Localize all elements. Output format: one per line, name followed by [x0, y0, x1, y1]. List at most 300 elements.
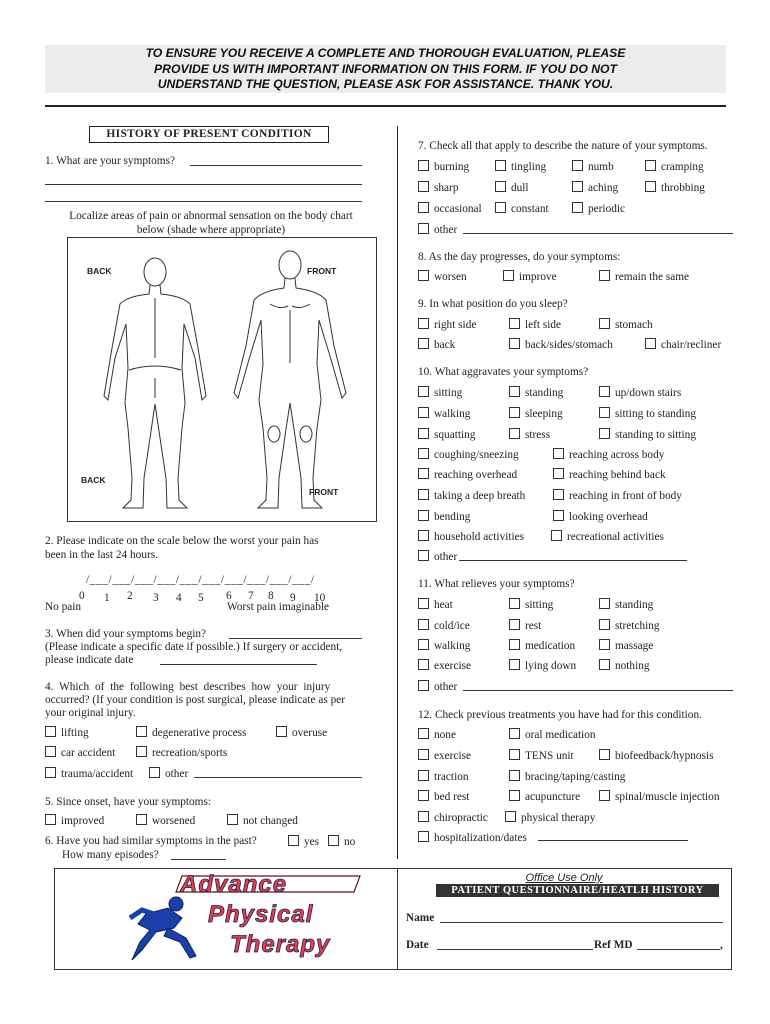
checkbox[interactable]: [418, 489, 429, 500]
option-label: recreation/sports: [152, 747, 228, 759]
checkbox[interactable]: [551, 530, 562, 541]
checkbox[interactable]: [418, 468, 429, 479]
q4-option-other[interactable]: [149, 767, 188, 781]
q7-option[interactable]: [418, 223, 457, 237]
q10-option[interactable]: [418, 510, 470, 524]
chart-label-front-bottom: FRONT: [309, 487, 339, 497]
q11-option[interactable]: [599, 619, 660, 633]
scale-number: 3: [153, 592, 159, 604]
checkbox[interactable]: [276, 726, 287, 737]
option-label: bracing/taping/casting: [525, 771, 626, 783]
option-label: reaching overhead: [434, 469, 518, 481]
option-label: trauma/accident: [61, 768, 134, 780]
q9-option[interactable]: [599, 318, 653, 332]
scale-max-label: Worst pain imaginable: [227, 601, 329, 613]
option-label: back/sides/stomach: [525, 339, 613, 351]
form-title: PATIENT QUESTIONNAIRE/HEATLH HISTORY: [436, 884, 719, 897]
checkbox[interactable]: [509, 659, 520, 670]
q9-option[interactable]: [509, 318, 561, 332]
office-use-label: Office Use Only: [525, 872, 603, 884]
scale-number: 10: [314, 592, 326, 604]
instructions-text: [45, 46, 726, 93]
q1-answer-line-3[interactable]: [45, 201, 362, 202]
checkbox[interactable]: [418, 598, 429, 609]
option-label: looking overhead: [569, 511, 648, 523]
q10-option[interactable]: [551, 530, 664, 544]
option-label: heat: [434, 599, 453, 611]
option-label: improve: [519, 271, 557, 283]
q9-option[interactable]: [418, 338, 455, 352]
option-label: up/down stairs: [615, 387, 682, 399]
option-label: rest: [525, 620, 542, 632]
q11-option[interactable]: [599, 598, 653, 612]
scale-number: 4: [176, 592, 182, 604]
option-label: sitting to standing: [615, 408, 696, 420]
option-label: TENS unit: [525, 750, 574, 762]
checkbox[interactable]: [645, 338, 656, 349]
option-label: numb: [588, 161, 614, 173]
checkbox[interactable]: [418, 270, 429, 281]
q3-surgery-date-line[interactable]: [160, 664, 317, 665]
front-figure: [234, 251, 346, 508]
checkbox[interactable]: [45, 726, 56, 737]
q7-option[interactable]: [645, 181, 705, 195]
checkbox[interactable]: [509, 770, 520, 781]
q8-option[interactable]: [418, 270, 467, 284]
q9-option[interactable]: [418, 318, 476, 332]
q12-option[interactable]: [418, 749, 471, 763]
option-label: constant: [511, 203, 549, 215]
q10-option[interactable]: [418, 407, 470, 421]
checkbox[interactable]: [572, 181, 583, 192]
option-label: sitting: [434, 387, 463, 399]
checkbox[interactable]: [418, 510, 429, 521]
checkbox[interactable]: [645, 160, 656, 171]
checkbox[interactable]: [149, 767, 160, 778]
q12-option[interactable]: [509, 728, 596, 742]
checkbox[interactable]: [509, 428, 520, 439]
checkbox[interactable]: [599, 619, 610, 630]
q12-option[interactable]: [509, 749, 574, 763]
q8-option[interactable]: [599, 270, 689, 284]
checkbox[interactable]: [509, 749, 520, 760]
option-label: degenerative process: [152, 727, 247, 739]
checkbox[interactable]: [418, 318, 429, 329]
option-label: acupuncture: [525, 791, 581, 803]
option-label: taking a deep breath: [434, 490, 526, 502]
q10-option[interactable]: [599, 428, 696, 442]
q11-option[interactable]: [509, 619, 541, 633]
checkbox[interactable]: [509, 639, 520, 650]
q7-option[interactable]: [418, 181, 458, 195]
option-label: nothing: [615, 660, 650, 672]
q12-option[interactable]: [418, 728, 456, 742]
q11-option[interactable]: [418, 659, 471, 673]
checkbox[interactable]: [227, 814, 238, 825]
option-label: right side: [434, 319, 477, 331]
q6-episodes-line[interactable]: [171, 859, 226, 860]
checkbox[interactable]: [553, 510, 564, 521]
q4-option-lifting[interactable]: [45, 726, 89, 740]
option-label: burning: [434, 161, 470, 173]
checkbox[interactable]: [418, 202, 429, 213]
checkbox[interactable]: [418, 407, 429, 418]
checkbox[interactable]: [136, 814, 147, 825]
checkbox[interactable]: [328, 835, 339, 846]
localize-text-2: below (shade where appropriate): [136, 224, 286, 236]
q9-label: 9. In what position do you sleep?: [418, 298, 568, 310]
checkbox[interactable]: [418, 448, 429, 459]
q12-option[interactable]: [509, 790, 580, 804]
checkbox[interactable]: [418, 659, 429, 670]
back-figure: [104, 258, 206, 508]
scale-number: 0: [79, 590, 85, 602]
checkbox[interactable]: [418, 749, 429, 760]
ref-md-comma: ,: [720, 939, 723, 951]
q10-option[interactable]: [509, 407, 563, 421]
q10-option[interactable]: [418, 468, 517, 482]
option-label: sitting: [525, 599, 554, 611]
option-label: biofeedback/hypnosis: [615, 750, 714, 762]
option-label: standing: [525, 387, 564, 399]
option-label: traction: [434, 771, 469, 783]
q7-option[interactable]: [418, 202, 482, 216]
checkbox[interactable]: [503, 270, 514, 281]
date-label: Date: [406, 939, 429, 951]
q1-answer-line-2[interactable]: [45, 184, 362, 185]
option-label: bed rest: [434, 791, 470, 803]
option-label: yes: [304, 836, 320, 848]
q4-other-line[interactable]: [194, 777, 362, 778]
option-label: medication: [525, 640, 576, 652]
checkbox[interactable]: [645, 181, 656, 192]
q5-option-improved[interactable]: [45, 814, 104, 828]
q10-option[interactable]: [599, 407, 696, 421]
q4-label-1: 4. Which of the following best describes how your injury: [45, 681, 331, 693]
q10-option[interactable]: [418, 489, 525, 503]
checkbox[interactable]: [45, 746, 56, 757]
checkbox[interactable]: [288, 835, 299, 846]
checkbox[interactable]: [509, 318, 520, 329]
option-label: massage: [615, 640, 654, 652]
q12-option[interactable]: [418, 831, 527, 845]
scale-number: 9: [290, 592, 296, 604]
q5-option-not-changed[interactable]: [227, 814, 298, 828]
checkbox[interactable]: [418, 338, 429, 349]
q11-option[interactable]: [418, 680, 457, 694]
option-label: reaching in front of body: [569, 490, 682, 502]
q11-option[interactable]: [418, 639, 470, 653]
checkbox[interactable]: [418, 550, 429, 561]
clinic-logo: [90, 872, 390, 966]
option-label: dull: [511, 182, 529, 194]
name-label: Name: [406, 912, 435, 924]
checkbox[interactable]: [599, 639, 610, 650]
instructions-line-3: UNDERSTAND THE QUESTION, PLEASE ASK FOR ASSISTANCE. THANK YOU.: [157, 77, 614, 91]
scale-number: 2: [127, 590, 133, 602]
q7-option[interactable]: [495, 160, 546, 174]
checkbox[interactable]: [418, 181, 429, 192]
option-label: other: [434, 551, 458, 563]
option-label: no: [344, 836, 356, 848]
q7-option[interactable]: [418, 160, 469, 174]
option-label: standing to sitting: [615, 429, 696, 441]
date-field[interactable]: [437, 949, 593, 950]
option-label: household activities: [434, 531, 525, 543]
q10-option[interactable]: [418, 550, 457, 564]
option-label: none: [434, 729, 456, 741]
q4-option-degenerative[interactable]: [136, 726, 246, 740]
q10-option[interactable]: [599, 386, 681, 400]
checkbox[interactable]: [418, 770, 429, 781]
chart-label-front-top: FRONT: [307, 266, 337, 276]
checkbox[interactable]: [418, 831, 429, 842]
option-label: sharp: [434, 182, 459, 194]
q7-option[interactable]: [495, 181, 529, 195]
option-label: car accident: [61, 747, 116, 759]
checkbox[interactable]: [509, 728, 520, 739]
q11-option[interactable]: [599, 639, 653, 653]
localize-text-1: Localize areas of pain or abnormal sensation on the body chart: [69, 210, 353, 222]
q6-episodes-label: How many episodes?: [62, 849, 159, 861]
checkbox[interactable]: [418, 223, 429, 234]
q7-option[interactable]: [572, 160, 614, 174]
checkbox[interactable]: [599, 318, 610, 329]
option-label: remain the same: [615, 271, 690, 283]
option-label: standing: [615, 599, 654, 611]
q6-label: 6. Have you had similar symptoms in the past?: [45, 835, 257, 847]
scale-number: 5: [198, 592, 204, 604]
ref-md-field[interactable]: [637, 949, 720, 950]
q12-dates-line[interactable]: [538, 840, 688, 841]
q11-option[interactable]: [599, 659, 650, 673]
section-header-history: HISTORY OF PRESENT CONDITION: [89, 126, 329, 143]
q7-option[interactable]: [645, 160, 704, 174]
option-label: stretching: [615, 620, 660, 632]
divider-rule: [45, 105, 726, 107]
chart-label-back-top: BACK: [87, 266, 112, 276]
checkbox[interactable]: [495, 202, 506, 213]
q10-option[interactable]: [509, 428, 550, 442]
checkbox[interactable]: [509, 598, 520, 609]
q4-option-car-accident[interactable]: [45, 746, 115, 760]
body-outline-figures: [68, 238, 376, 521]
option-label: other: [165, 768, 189, 780]
q9-option[interactable]: [509, 338, 613, 352]
checkbox[interactable]: [418, 639, 429, 650]
q10-other-line[interactable]: [459, 560, 687, 561]
q10-option[interactable]: [418, 448, 519, 462]
option-label: chair/recliner: [661, 339, 722, 351]
option-label: reaching behind back: [569, 469, 666, 481]
checkbox[interactable]: [509, 790, 520, 801]
q3-label-3: please indicate date: [45, 654, 134, 666]
q12-option[interactable]: [418, 790, 469, 804]
q8-option[interactable]: [503, 270, 557, 284]
q10-option[interactable]: [418, 530, 524, 544]
option-label: exercise: [434, 660, 472, 672]
q11-other-line[interactable]: [463, 690, 733, 691]
option-label: cold/ice: [434, 620, 470, 632]
q1-label: 1. What are your symptoms?: [45, 155, 175, 167]
q4-label-3: your original injury.: [45, 707, 136, 719]
column-divider: [397, 126, 398, 859]
chart-label-back-bottom: BACK: [81, 475, 106, 485]
q3-date-line[interactable]: [229, 638, 362, 639]
option-label: squatting: [434, 429, 476, 441]
logo-word-physical: Physical: [208, 901, 314, 928]
q11-option[interactable]: [418, 598, 453, 612]
q11-option[interactable]: [509, 598, 553, 612]
q12-option[interactable]: [418, 811, 488, 825]
q10-option[interactable]: [509, 386, 563, 400]
option-label: occasional: [434, 203, 482, 215]
option-label: lying down: [525, 660, 577, 672]
checkbox[interactable]: [599, 386, 610, 397]
q11-option[interactable]: [418, 619, 470, 633]
checkbox[interactable]: [418, 728, 429, 739]
option-label: hospitalization/dates: [434, 832, 527, 844]
checkbox[interactable]: [599, 659, 610, 670]
scale-number: 7: [248, 590, 254, 602]
checkbox[interactable]: [599, 749, 610, 760]
checkbox[interactable]: [418, 530, 429, 541]
option-label: reaching across body: [569, 449, 665, 461]
name-field[interactable]: [440, 922, 723, 923]
checkbox[interactable]: [572, 160, 583, 171]
logo-word-therapy: Therapy: [230, 931, 331, 958]
checkbox[interactable]: [553, 468, 564, 479]
q10-option[interactable]: [553, 510, 648, 524]
q2-label-2: been in the last 24 hours.: [45, 549, 158, 561]
option-label: back: [434, 339, 456, 351]
q5-label: 5. Since onset, have your symptoms:: [45, 796, 211, 808]
q9-option[interactable]: [645, 338, 721, 352]
q4-label-2: occurred? (If your condition is post surgical, please indicate as per: [45, 694, 345, 706]
checkbox[interactable]: [418, 619, 429, 630]
checkbox[interactable]: [418, 386, 429, 397]
q4-option-trauma[interactable]: [45, 767, 133, 781]
q6-option-yes[interactable]: [288, 835, 319, 849]
option-label: periodic: [588, 203, 626, 215]
checkbox[interactable]: [599, 407, 610, 418]
instructions-line-2: PROVIDE US WITH IMPORTANT INFORMATION ON THIS FORM. IF YOU DO NOT: [154, 61, 617, 76]
option-label: other: [434, 224, 458, 236]
option-label: oral medication: [525, 729, 596, 741]
checkbox[interactable]: [509, 386, 520, 397]
checkbox[interactable]: [599, 598, 610, 609]
option-label: sleeping: [525, 408, 563, 420]
checkbox[interactable]: [509, 619, 520, 630]
q5-option-worsened[interactable]: [136, 814, 195, 828]
q3-label-1: 3. When did your symptoms begin?: [45, 628, 207, 640]
q11-option[interactable]: [509, 659, 576, 673]
option-label: walking: [434, 408, 471, 420]
pain-scale[interactable]: /___/___/___/___/___/___/___/___/___/___/: [86, 574, 315, 586]
q11-label: 11. What relieves your symptoms?: [418, 578, 575, 590]
runner-icon: [130, 897, 196, 960]
option-label: spinal/muscle injection: [615, 791, 720, 803]
scale-number: 8: [268, 590, 274, 602]
checkbox[interactable]: [553, 489, 564, 500]
checkbox[interactable]: [495, 160, 506, 171]
option-label: stomach: [615, 319, 653, 331]
q8-label: 8. As the day progresses, do your symptoms:: [418, 251, 621, 263]
option-label: exercise: [434, 750, 472, 762]
option-label: not changed: [243, 815, 298, 827]
option-label: chiropractic: [434, 812, 488, 824]
q4-option-recreation[interactable]: [136, 746, 227, 760]
checkbox[interactable]: [418, 428, 429, 439]
checkbox[interactable]: [418, 811, 429, 822]
checkbox[interactable]: [599, 790, 610, 801]
body-chart[interactable]: [67, 237, 377, 522]
instructions-line-1: TO ENSURE YOU RECEIVE A COMPLETE AND THOROUGH EVALUATION, PLEASE: [145, 46, 626, 60]
ref-md-label: Ref MD: [594, 939, 633, 951]
q3-label-2: (Please indicate a specific date if possible.) If surgery or accident,: [45, 641, 343, 653]
q7-option[interactable]: [572, 181, 618, 195]
checkbox[interactable]: [45, 814, 56, 825]
q4-option-overuse[interactable]: [276, 726, 327, 740]
checkbox[interactable]: [572, 202, 583, 213]
option-label: walking: [434, 640, 471, 652]
q7-option[interactable]: [572, 202, 625, 216]
scale-min-label: No pain: [45, 601, 82, 613]
checkbox[interactable]: [509, 407, 520, 418]
q1-answer-line[interactable]: [190, 165, 362, 166]
scale-number: 6: [226, 590, 232, 602]
checkbox[interactable]: [418, 790, 429, 801]
checkbox[interactable]: [599, 270, 610, 281]
option-label: other: [434, 681, 458, 693]
option-label: aching: [588, 182, 619, 194]
q12-option[interactable]: [509, 770, 625, 784]
checkbox[interactable]: [45, 767, 56, 778]
option-label: throbbing: [661, 182, 705, 194]
checkbox[interactable]: [505, 811, 516, 822]
checkbox[interactable]: [418, 160, 429, 171]
scale-number: 1: [104, 592, 110, 604]
checkbox[interactable]: [136, 726, 147, 737]
q10-option[interactable]: [418, 386, 462, 400]
q7-other-line[interactable]: [463, 233, 733, 234]
q12-option[interactable]: [599, 749, 714, 763]
q7-option[interactable]: [495, 202, 549, 216]
checkbox[interactable]: [495, 181, 506, 192]
q10-option[interactable]: [553, 489, 682, 503]
logo-word-advance: Advance: [180, 871, 288, 898]
checkbox[interactable]: [509, 338, 520, 349]
option-label: recreational activities: [567, 531, 664, 543]
q12-option[interactable]: [505, 811, 595, 825]
option-label: worsened: [152, 815, 196, 827]
q10-option[interactable]: [553, 468, 666, 482]
checkbox[interactable]: [136, 746, 147, 757]
checkbox[interactable]: [418, 680, 429, 691]
option-label: worsen: [434, 271, 467, 283]
q10-option[interactable]: [553, 448, 664, 462]
option-label: coughing/sneezing: [434, 449, 519, 461]
q10-option[interactable]: [418, 428, 475, 442]
q12-option[interactable]: [599, 790, 719, 804]
checkbox[interactable]: [553, 448, 564, 459]
q12-option[interactable]: [418, 770, 469, 784]
q11-option[interactable]: [509, 639, 575, 653]
checkbox[interactable]: [599, 428, 610, 439]
q6-option-no[interactable]: [328, 835, 355, 849]
q10-label: 10. What aggravates your symptoms?: [418, 366, 589, 378]
q12-label: 12. Check previous treatments you have had for this condition.: [418, 709, 702, 721]
